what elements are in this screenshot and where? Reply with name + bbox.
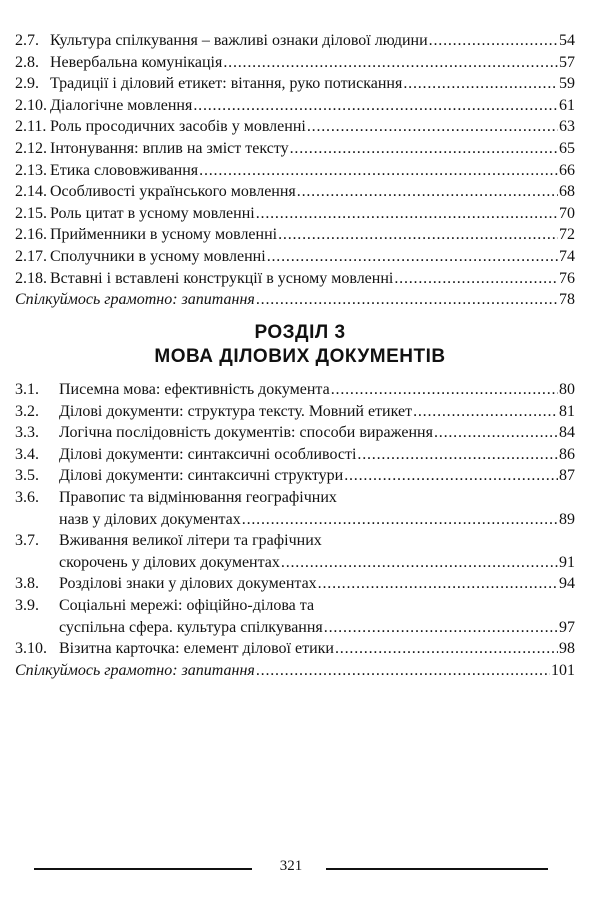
leader-dots bbox=[242, 509, 558, 531]
toc-entry bbox=[15, 181, 575, 203]
page-number: 321 bbox=[279, 858, 303, 874]
leader-dots bbox=[278, 224, 558, 246]
toc-entry-page: 74 bbox=[559, 247, 575, 265]
leader-dots bbox=[331, 379, 558, 401]
toc-entry-title-line1: Правопис та відмінювання географічних bbox=[59, 488, 337, 506]
toc-entry bbox=[15, 638, 575, 660]
toc-entry-number: 3.4. bbox=[15, 445, 39, 463]
toc-entry bbox=[15, 95, 575, 117]
toc-entry-page: 76 bbox=[559, 269, 575, 287]
leader-dots bbox=[357, 444, 558, 466]
toc-entry-number: 2.10. bbox=[15, 96, 47, 114]
toc-entry-page: 86 bbox=[559, 445, 575, 463]
toc-entry bbox=[15, 422, 575, 444]
toc-entry-title: скорочень у ділових документах bbox=[59, 553, 280, 571]
toc-entry-title: Етика слововживання bbox=[50, 161, 199, 179]
toc-entry bbox=[15, 116, 575, 138]
leader-dots bbox=[429, 30, 558, 52]
toc-entry-title: Розділові знаки у ділових документах bbox=[59, 575, 317, 593]
toc-entry-number: 2.8. bbox=[15, 53, 39, 71]
toc-entry-title-line1: Соціальні мережі: офіційно-ділова та bbox=[59, 596, 315, 614]
toc-entry-page: 78 bbox=[559, 291, 575, 309]
toc-entry-page: 66 bbox=[559, 161, 575, 179]
toc-entry-page: 80 bbox=[559, 381, 575, 398]
toc-entry bbox=[15, 138, 575, 160]
toc-entry bbox=[15, 444, 575, 466]
toc-entry bbox=[15, 160, 575, 182]
toc-entry-number: 2.15. bbox=[15, 204, 47, 222]
toc-entry-title: Візитна карточка: елемент ділової етики bbox=[59, 640, 334, 658]
toc-entry-number: 3.3. bbox=[15, 424, 39, 442]
leader-dots bbox=[256, 660, 550, 682]
toc-entry-title: Невербальна комунікація bbox=[50, 53, 223, 71]
toc-entry-number: 2.17. bbox=[15, 247, 47, 265]
toc-entry-title: назв у ділових документах bbox=[59, 510, 241, 528]
leader-dots bbox=[290, 138, 558, 160]
toc-entry-questions bbox=[15, 660, 575, 682]
toc-entry-page: 101 bbox=[551, 661, 575, 679]
leader-dots bbox=[344, 465, 558, 487]
leader-dots bbox=[324, 617, 558, 639]
toc-entry bbox=[15, 203, 575, 225]
toc-entry bbox=[15, 30, 575, 52]
toc-entry-title: Ділові документи: структура тексту. Мовний етикет bbox=[59, 402, 413, 420]
toc-entry-title: Сполучники в усному мовленні bbox=[50, 247, 266, 265]
toc-entry-number: 3.9. bbox=[15, 596, 39, 614]
toc-entry-title: Спілкуймось грамотно: запитання bbox=[15, 661, 255, 679]
toc-entry-questions bbox=[15, 289, 575, 311]
toc-entry-number: 3.1. bbox=[15, 381, 39, 398]
toc-entry-number: 3.2. bbox=[15, 402, 39, 420]
leader-dots bbox=[318, 573, 558, 595]
toc-entry-title: Логічна послідовність документів: способи вираження bbox=[59, 424, 433, 442]
toc-entry bbox=[15, 401, 575, 423]
toc-entry-title: суспільна сфера. культура спілкування bbox=[59, 618, 323, 636]
toc-entry-page: 81 bbox=[559, 402, 575, 420]
toc-entry bbox=[15, 246, 575, 268]
toc-entry-title: Писемна мова: ефективність документа bbox=[59, 381, 330, 398]
toc-entry-title: Ділові документи: синтаксичні структури bbox=[59, 467, 344, 485]
leader-dots bbox=[256, 289, 558, 311]
toc-entry bbox=[15, 573, 575, 595]
toc-entry-title: Традиції і діловий етикет: вітання, руко потискання bbox=[50, 75, 403, 93]
toc-entry-number: 3.10. bbox=[15, 640, 47, 658]
toc-entry-title-line1: Вживання великої літери та графічних bbox=[59, 532, 322, 550]
toc-entry-page: 84 bbox=[559, 424, 575, 442]
leader-dots bbox=[256, 203, 558, 225]
toc-entry-page: 63 bbox=[559, 118, 575, 136]
toc-entry-title: Інтонування: вплив на зміст тексту bbox=[50, 139, 289, 157]
toc-entry-page: 94 bbox=[559, 575, 575, 593]
toc-entry-page: 87 bbox=[559, 467, 575, 485]
leader-dots bbox=[267, 246, 558, 268]
leader-dots bbox=[297, 181, 558, 203]
toc-entry bbox=[15, 224, 575, 246]
toc-entry-title: Спілкуймось грамотно: запитання bbox=[15, 291, 255, 309]
toc-entry-title: Роль цитат в усному мовленні bbox=[50, 204, 255, 222]
chapter-heading-number: РОЗДІЛ 3 bbox=[254, 322, 346, 343]
toc-entry-page: 59 bbox=[559, 75, 575, 93]
toc-entry-page: 54 bbox=[559, 32, 575, 49]
toc-entry-title: Роль просодичних засобів у мовленні bbox=[50, 118, 306, 136]
toc-entry-title: Ділові документи: синтаксичні особливості bbox=[59, 445, 357, 463]
toc-entry-title: Особливості українського мовлення bbox=[50, 183, 296, 201]
toc-entry-number: 3.8. bbox=[15, 575, 39, 593]
leader-dots bbox=[193, 95, 558, 117]
leader-dots bbox=[281, 552, 558, 574]
leader-dots bbox=[335, 638, 558, 660]
toc-entry-number: 2.11. bbox=[15, 118, 47, 136]
toc-entry-title: Культура спілкування – важливі ознаки ділової людини bbox=[50, 32, 428, 49]
toc-entry-number: 2.12. bbox=[15, 139, 47, 157]
toc-section-3 bbox=[15, 379, 575, 681]
leader-dots bbox=[434, 422, 558, 444]
page-footer bbox=[34, 858, 548, 878]
toc-entry-page: 61 bbox=[559, 96, 575, 114]
leader-dots bbox=[413, 401, 558, 423]
toc-entry-page: 98 bbox=[559, 640, 575, 658]
leader-dots bbox=[223, 52, 558, 74]
toc-entry-number: 2.7. bbox=[15, 32, 39, 49]
toc-entry-page: 89 bbox=[559, 510, 575, 528]
toc-entry bbox=[15, 52, 575, 74]
leader-dots bbox=[199, 160, 558, 182]
footer-rule-right bbox=[326, 868, 548, 870]
toc-entry bbox=[15, 465, 575, 487]
toc-entry bbox=[15, 73, 575, 95]
toc-entry-title: Вставні і вставлені конструкції в усному мовленні bbox=[50, 269, 394, 287]
toc-entry bbox=[15, 595, 575, 638]
toc-entry-page: 65 bbox=[559, 139, 575, 157]
toc-entry-page: 97 bbox=[559, 618, 575, 636]
toc-entry-number: 2.18. bbox=[15, 269, 47, 287]
toc-entry-number: 2.14. bbox=[15, 183, 47, 201]
toc-entry-page: 57 bbox=[559, 53, 575, 71]
chapter-heading-title: МОВА ДІЛОВИХ ДОКУМЕНТІВ bbox=[154, 346, 446, 367]
leader-dots bbox=[394, 268, 558, 290]
toc-entry-number: 3.5. bbox=[15, 467, 39, 485]
toc-entry-page: 91 bbox=[559, 553, 575, 571]
toc-entry-number: 3.7. bbox=[15, 532, 39, 550]
leader-dots bbox=[307, 116, 558, 138]
toc-entry-page: 70 bbox=[559, 204, 575, 222]
toc-entry-title: Діалогічне мовлення bbox=[50, 96, 193, 114]
toc-entry bbox=[15, 379, 575, 401]
toc-entry-number: 2.13. bbox=[15, 161, 47, 179]
toc-entry-number: 2.16. bbox=[15, 226, 47, 244]
toc-entry-page: 72 bbox=[559, 226, 575, 244]
toc-entry-title: Прийменники в усному мовленні bbox=[50, 226, 278, 244]
toc-entry-number: 2.9. bbox=[15, 75, 39, 93]
toc-entry bbox=[15, 530, 575, 573]
toc-entry-number: 3.6. bbox=[15, 488, 39, 506]
toc-entry bbox=[15, 268, 575, 290]
toc-entry-page: 68 bbox=[559, 183, 575, 201]
toc-entry bbox=[15, 487, 575, 530]
leader-dots bbox=[403, 73, 558, 95]
toc-section-2 bbox=[15, 30, 575, 311]
